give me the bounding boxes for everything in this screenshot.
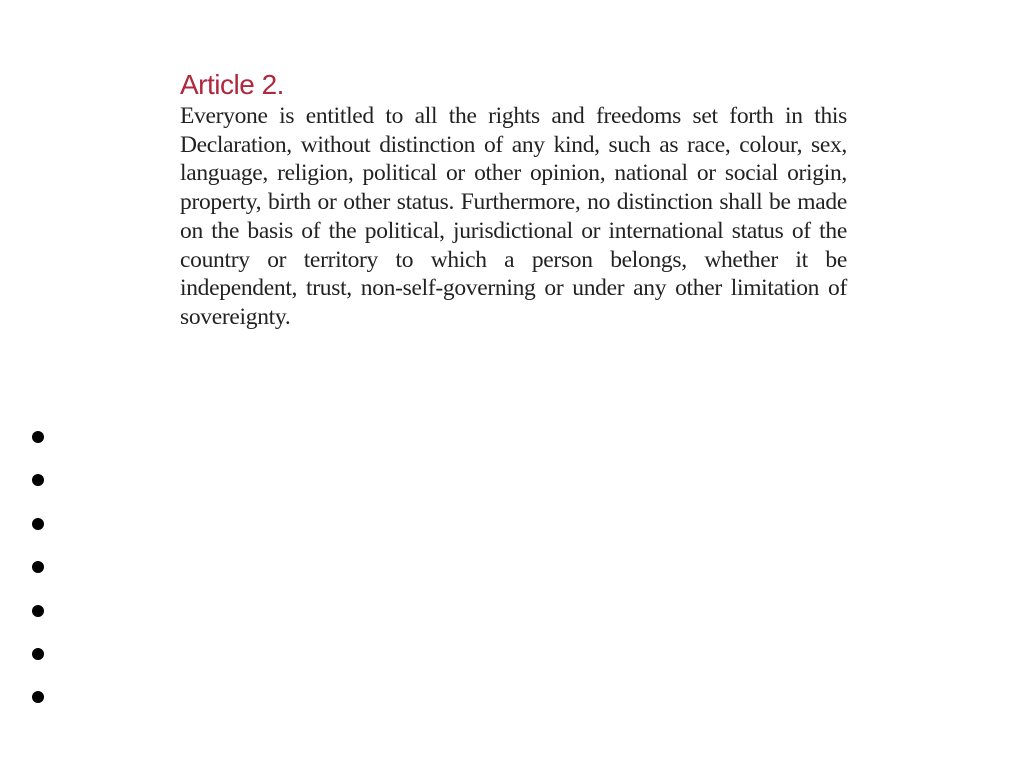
article-section <box>180 68 847 332</box>
bullet-dot-icon <box>32 561 44 573</box>
bullet-dot-icon <box>32 518 44 530</box>
bullet-dot-icon <box>32 648 44 660</box>
bullet-dot-icon <box>32 605 44 617</box>
bullet-dot-icon <box>32 691 44 703</box>
bullet-dot-icon <box>32 431 44 443</box>
article-body: Everyone is entitled to all the rights and freedoms set forth in this Declaration, without distinction of any kind, such as race, colour, sex, language, religion, political or other opinion, national or social origin, property, birth or other status. Furthermore, no distinction shall be made on the basis of the political, jurisdictional or international status of the country or territory to which a person belongs, whether it be independent, trust, non-self-governing or under any other limitation of sovereignty. <box>180 103 847 330</box>
bullet-dot-icon <box>32 474 44 486</box>
article-title: Article 2. <box>180 69 284 100</box>
